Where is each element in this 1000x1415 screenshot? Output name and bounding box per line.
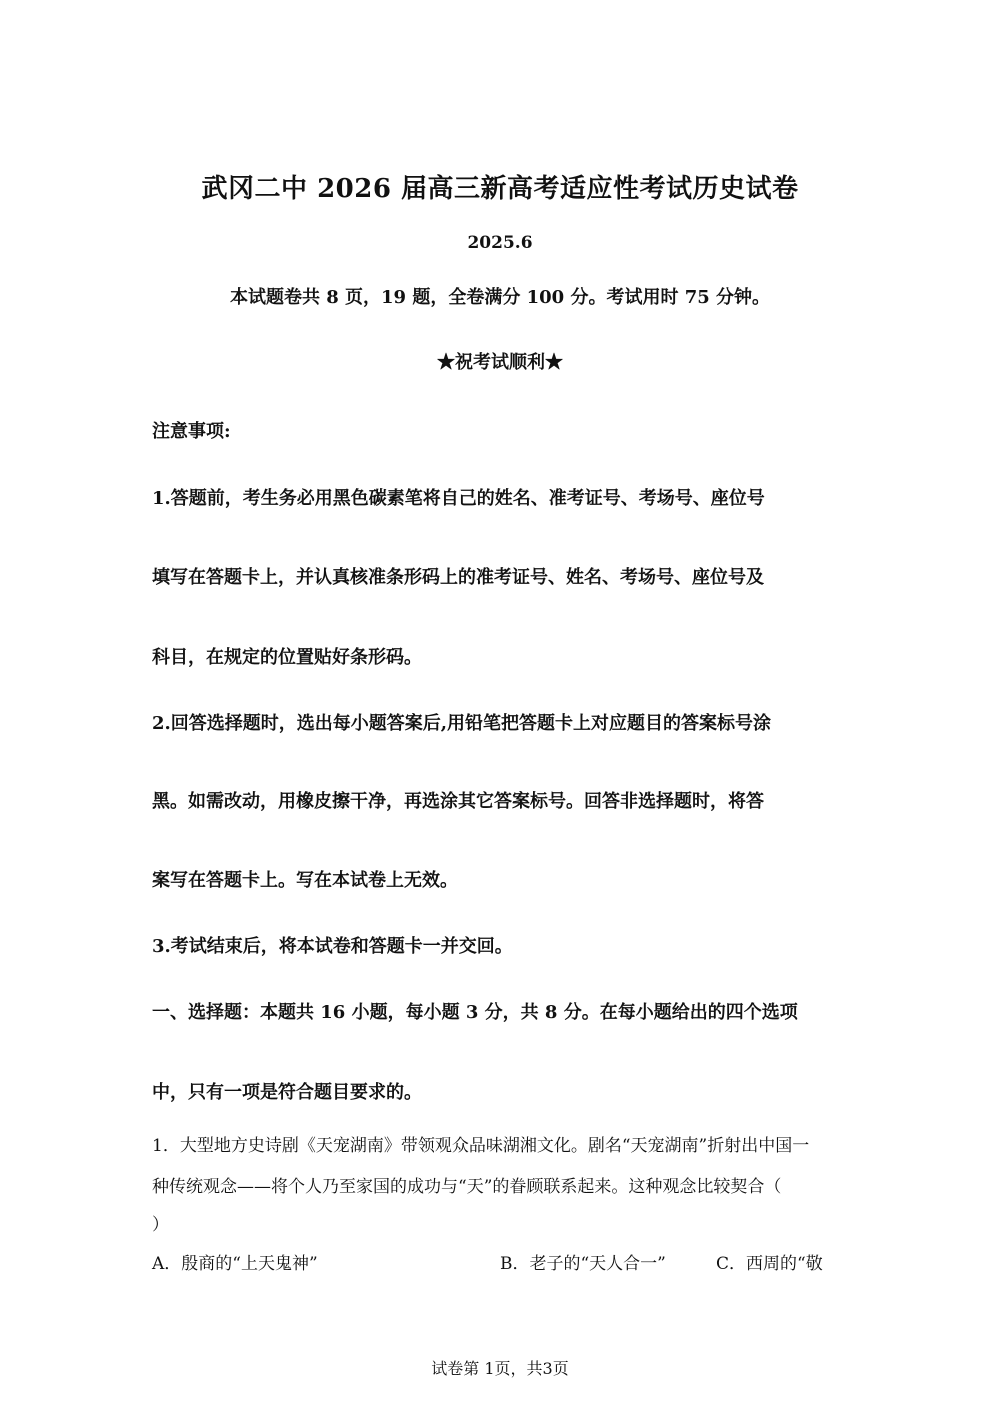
good-luck-line: ★祝考试顺利★ [437, 352, 563, 373]
notice-heading: 注意事项: [152, 421, 231, 442]
question-1-option-a: A．殷商的“上天鬼神” [152, 1254, 318, 1274]
notice-line: 科目，在规定的位置贴好条形码。 [152, 647, 422, 668]
section-heading-line: 一、选择题：本题共 16 小题，每小题 3 分，共 8 分。在每小题给出的四个选项 [152, 1002, 798, 1023]
section-heading-line: 中，只有一项是符合题目要求的。 [152, 1082, 422, 1103]
exam-info: 本试题卷共 8 页，19 题，全卷满分 100 分。考试用时 75 分钟。 [229, 287, 771, 308]
notice-line: 2.回答选择题时，选出每小题答案后,用铅笔把答题卡上对应题目的答案标号涂 [152, 713, 772, 734]
exam-title: 武冈二中 2026 届高三新高考适应性考试历史试卷 [201, 174, 799, 204]
question-1-stem-line: 种传统观念——将个人乃至家国的成功与“天”的眷顾联系起来。这种观念比较契合（ [152, 1177, 782, 1197]
notice-line: 1.答题前，考生务必用黑色碳素笔将自己的姓名、准考证号、考场号、座位号 [152, 488, 765, 509]
question-1-option-b: B．老子的“天人合一” [500, 1254, 666, 1274]
notice-line: 3.考试结束后，将本试卷和答题卡一并交回。 [152, 936, 513, 957]
question-1-stem-line: 1．大型地方史诗剧《天宠湖南》带领观众品味湖湘文化。剧名“天宠湖南”折射出中国一 [152, 1136, 810, 1156]
question-1-option-c: C．西周的“敬 [716, 1254, 823, 1274]
exam-date: 2025.6 [467, 233, 533, 253]
notice-line: 案写在答题卡上。写在本试卷上无效。 [152, 870, 458, 891]
notice-line: 填写在答题卡上，并认真核准条形码上的准考证号、姓名、考场号、座位号及 [152, 567, 764, 588]
notice-line: 黑。如需改动，用橡皮擦干净，再选涂其它答案标号。回答非选择题时，将答 [152, 791, 764, 812]
question-1-stem-line: ） [152, 1215, 169, 1235]
page-number-footer: 试卷第 1页，共3页 [431, 1359, 569, 1378]
